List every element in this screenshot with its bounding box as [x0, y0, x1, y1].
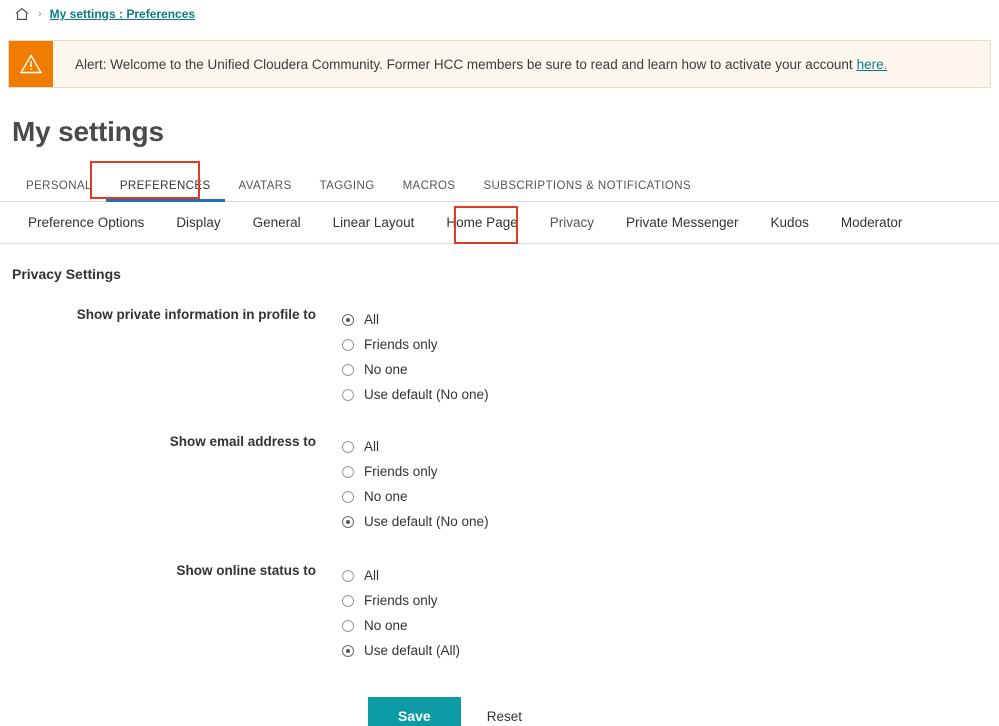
radio-label: All: [364, 568, 380, 583]
subtab-moderator[interactable]: Moderator: [840, 215, 903, 230]
tab-personal[interactable]: PERSONAL: [26, 180, 92, 192]
radio-icon[interactable]: [342, 620, 354, 632]
radio-group-private-information: [342, 306, 489, 407]
radio-label: Friends only: [364, 337, 438, 352]
radio-label: No one: [364, 618, 408, 633]
radio-label: All: [364, 312, 380, 327]
sub-tab-bar: [0, 202, 999, 244]
radio-label: Friends only: [364, 593, 438, 608]
radio-label: Friends only: [364, 464, 438, 479]
radio-label: No one: [364, 362, 408, 377]
radio-icon[interactable]: [342, 570, 354, 582]
subtab-private-messenger[interactable]: Private Messenger: [625, 215, 739, 230]
alert-link[interactable]: here.: [856, 56, 888, 72]
form-actions: [342, 697, 987, 726]
radio-icon[interactable]: [342, 314, 354, 326]
radio-icon[interactable]: [342, 441, 354, 453]
radio-label: Use default (All): [364, 643, 461, 658]
save-button[interactable]: Save: [368, 697, 461, 726]
radio-option-use-default[interactable]: [342, 638, 460, 663]
radio-option-all[interactable]: [342, 307, 489, 332]
field-show-email-address: [12, 433, 987, 534]
top-tab-bar: [0, 170, 999, 202]
radio-label: Use default (No one): [364, 387, 489, 402]
breadcrumb-current[interactable]: My settings : Preferences: [49, 7, 196, 21]
radio-option-friends-only[interactable]: [342, 459, 489, 484]
radio-option-friends-only[interactable]: [342, 588, 460, 613]
alert-banner: [8, 40, 991, 88]
radio-option-no-one[interactable]: [342, 357, 489, 382]
page-title: My settings: [12, 116, 164, 147]
radio-label: Use default (No one): [364, 514, 489, 529]
home-icon[interactable]: [14, 6, 30, 22]
field-label: Show private information in profile to: [76, 307, 316, 322]
radio-icon[interactable]: [342, 364, 354, 376]
field-show-private-information: [12, 306, 987, 407]
subtab-preference-options[interactable]: Preference Options: [28, 215, 145, 230]
radio-icon[interactable]: [342, 389, 354, 401]
breadcrumb-separator: ›: [38, 8, 42, 20]
tab-subscriptions-notifications[interactable]: SUBSCRIPTIONS & NOTIFICATIONS: [483, 180, 692, 192]
radio-icon[interactable]: [342, 645, 354, 657]
field-label: Show online status to: [176, 563, 316, 578]
radio-icon[interactable]: [342, 595, 354, 607]
alert-text: [53, 41, 887, 87]
tab-avatars[interactable]: AVATARS: [238, 180, 292, 192]
alert-message: Alert: Welcome to the Unified Cloudera Community. Former HCC members be sure to read and learn how to activate your account: [75, 56, 853, 72]
subtab-general[interactable]: General: [252, 215, 301, 230]
subtab-display[interactable]: Display: [176, 215, 221, 230]
radio-option-no-one[interactable]: [342, 613, 460, 638]
radio-label: All: [364, 439, 380, 454]
privacy-settings-panel: [0, 244, 999, 726]
radio-option-use-default[interactable]: [342, 382, 489, 407]
radio-option-all[interactable]: [342, 434, 489, 459]
radio-group-online-status: [342, 562, 460, 663]
radio-option-use-default[interactable]: [342, 509, 489, 534]
breadcrumb: [0, 0, 999, 28]
section-title: Privacy Settings: [12, 266, 121, 282]
radio-label: No one: [364, 489, 408, 504]
subtab-linear-layout[interactable]: Linear Layout: [332, 215, 415, 230]
radio-icon[interactable]: [342, 491, 354, 503]
radio-option-friends-only[interactable]: [342, 332, 489, 357]
tab-tagging[interactable]: TAGGING: [319, 180, 375, 192]
radio-group-email-address: [342, 433, 489, 534]
subtab-home-page[interactable]: Home Page: [446, 215, 518, 230]
field-show-online-status: [12, 562, 987, 663]
tab-preferences[interactable]: PREFERENCES: [106, 180, 225, 201]
radio-icon[interactable]: [342, 339, 354, 351]
radio-option-all[interactable]: [342, 563, 460, 588]
subtab-kudos[interactable]: Kudos: [770, 215, 809, 230]
tab-macros[interactable]: MACROS: [402, 180, 456, 192]
radio-icon[interactable]: [342, 516, 354, 528]
field-label: Show email address to: [169, 434, 316, 449]
subtab-privacy[interactable]: Privacy: [549, 215, 594, 230]
warning-triangle-icon: [9, 41, 53, 87]
radio-option-no-one[interactable]: [342, 484, 489, 509]
reset-button[interactable]: Reset: [481, 708, 528, 725]
radio-icon[interactable]: [342, 466, 354, 478]
